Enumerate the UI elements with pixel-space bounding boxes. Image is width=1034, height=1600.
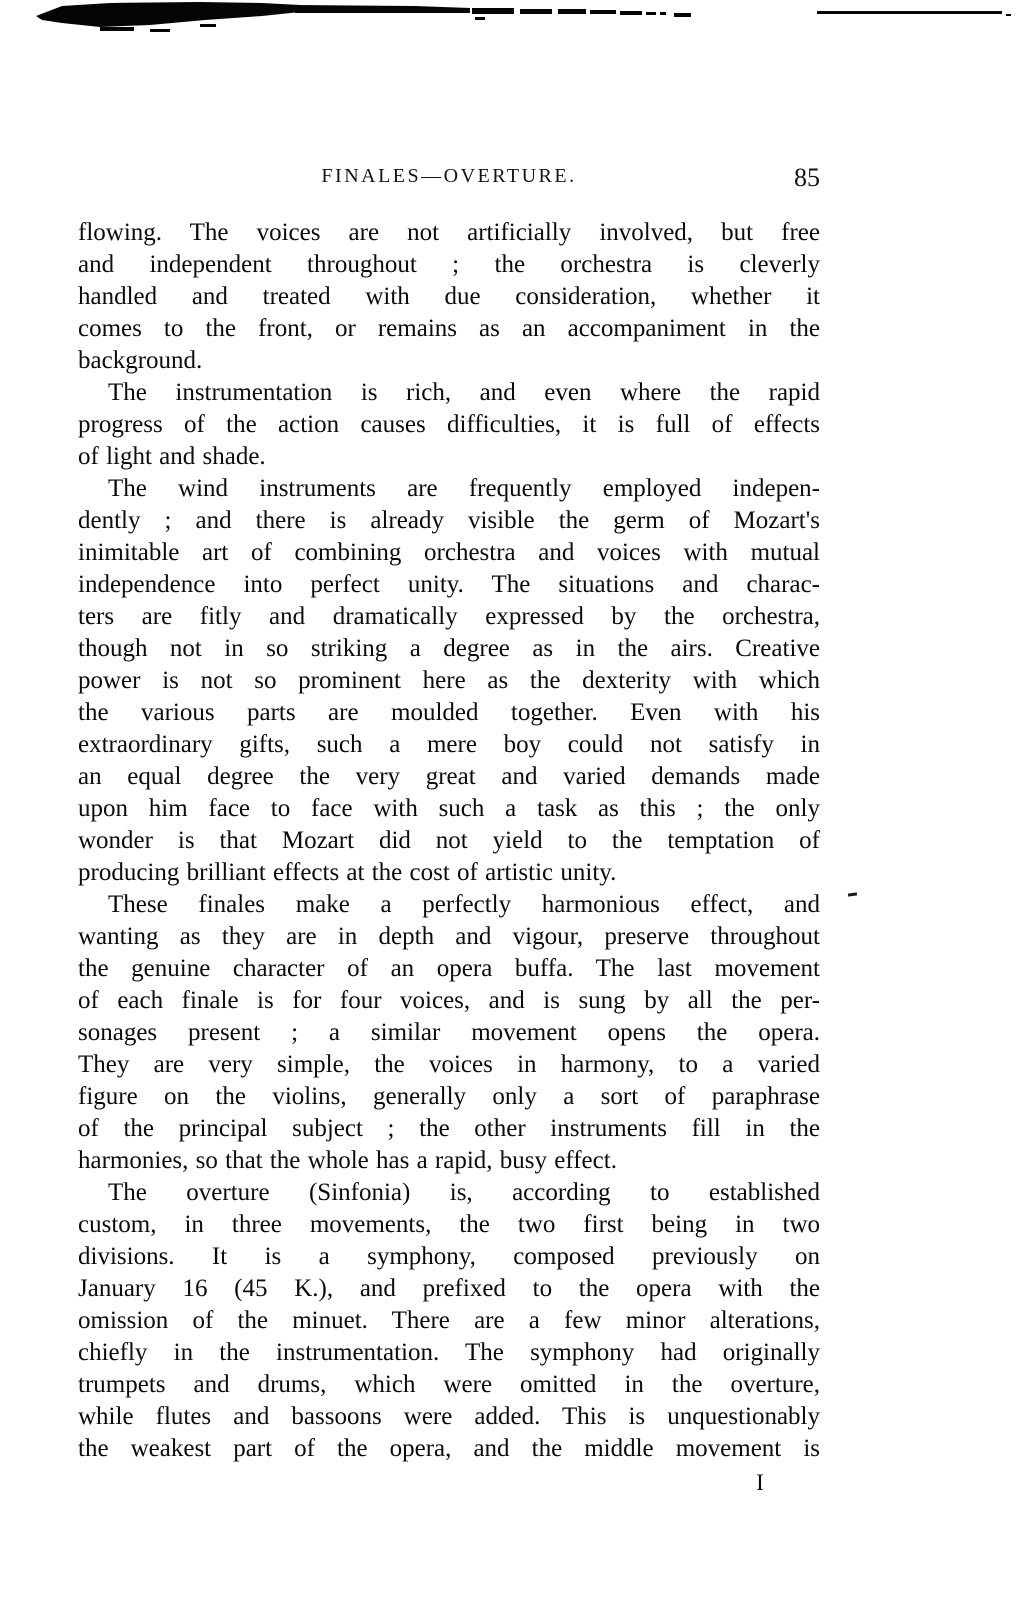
text-line: These finales make a perfectly harmonious effect, and (108, 891, 820, 918)
text-line: flowing. The voices are not artificially involved, but free (78, 219, 820, 246)
text-line: chiefly in the instrumentation. The symphony had originally (78, 1339, 820, 1366)
text-line: power is not so prominent here as the dexterity with which (78, 667, 820, 694)
text-line: upon him face to face with such a task as this ; the only (78, 795, 820, 822)
text-line: extraordinary gifts, such a mere boy could not satisfy in (78, 731, 820, 758)
running-head (78, 165, 820, 197)
text-line: the various parts are moulded together. Even with his (78, 699, 820, 726)
text-line: January 16 (45 K.), and prefixed to the opera with the (78, 1275, 820, 1302)
text-line: wanting as they are in depth and vigour, preserve throughout (78, 923, 820, 950)
text-line: while flutes and bassoons were added. This is unquestionably (78, 1403, 820, 1430)
text-line: independence into perfect unity. The situations and charac- (78, 571, 820, 598)
text-line: They are very simple, the voices in harmony, to a varied (78, 1051, 820, 1078)
page-number: 85 (794, 163, 820, 192)
text-line: background. (78, 347, 203, 374)
text-line: dently ; and there is already visible the germ of Mozart's (78, 507, 820, 534)
text-line: though not in so striking a degree as in the airs. Creative (78, 635, 820, 662)
text-line: The instrumentation is rich, and even where the rapid (108, 379, 820, 406)
signature-mark: I (756, 1470, 764, 1495)
text-line: harmonies, so that the whole has a rapid, busy effect. (78, 1147, 617, 1174)
text-line: sonages present ; a similar movement opens the opera. (78, 1019, 820, 1046)
text-line: progress of the action causes difficulties, it is full of effects (78, 411, 820, 438)
text-line: producing brilliant effects at the cost of artistic unity. (78, 859, 617, 886)
text-line: The wind instruments are frequently employed indepen- (108, 475, 820, 502)
text-line: figure on the violins, generally only a sort of paraphrase (78, 1083, 820, 1110)
text-line: ters are fitly and dramatically expressed by the orchestra, (78, 603, 820, 630)
text-line: the genuine character of an opera buffa. The last movement (78, 955, 820, 982)
text-line: comes to the front, or remains as an accompaniment in the (78, 315, 820, 342)
text-line: omission of the minuet. There are a few minor alterations, (78, 1307, 820, 1334)
text-line: wonder is that Mozart did not yield to the temptation of (78, 827, 820, 854)
text-line: and independent throughout ; the orchestra is cleverly (78, 251, 820, 278)
running-head-title: FINALES—OVERTURE. (321, 165, 577, 187)
body-text (78, 217, 820, 1465)
scan-artifact-top (0, 0, 1034, 48)
text-line: inimitable art of combining orchestra and voices with mutual (78, 539, 820, 566)
text-line: the weakest part of the opera, and the middle movement is (78, 1435, 820, 1462)
text-line: of each finale is for four voices, and is sung by all the per- (78, 987, 820, 1014)
text-line: of the principal subject ; the other instruments fill in the (78, 1115, 820, 1142)
text-line: custom, in three movements, the two first being in two (78, 1211, 820, 1238)
scan-speck (848, 892, 857, 896)
text-line: divisions. It is a symphony, composed previously on (78, 1243, 820, 1270)
text-line: The overture (Sinfonia) is, according to established (108, 1179, 820, 1206)
text-line: an equal degree the very great and varied demands made (78, 763, 820, 790)
text-line: trumpets and drums, which were omitted in the overture, (78, 1371, 820, 1398)
text-line: of light and shade. (78, 443, 266, 470)
text-line: handled and treated with due consideration, whether it (78, 283, 820, 310)
